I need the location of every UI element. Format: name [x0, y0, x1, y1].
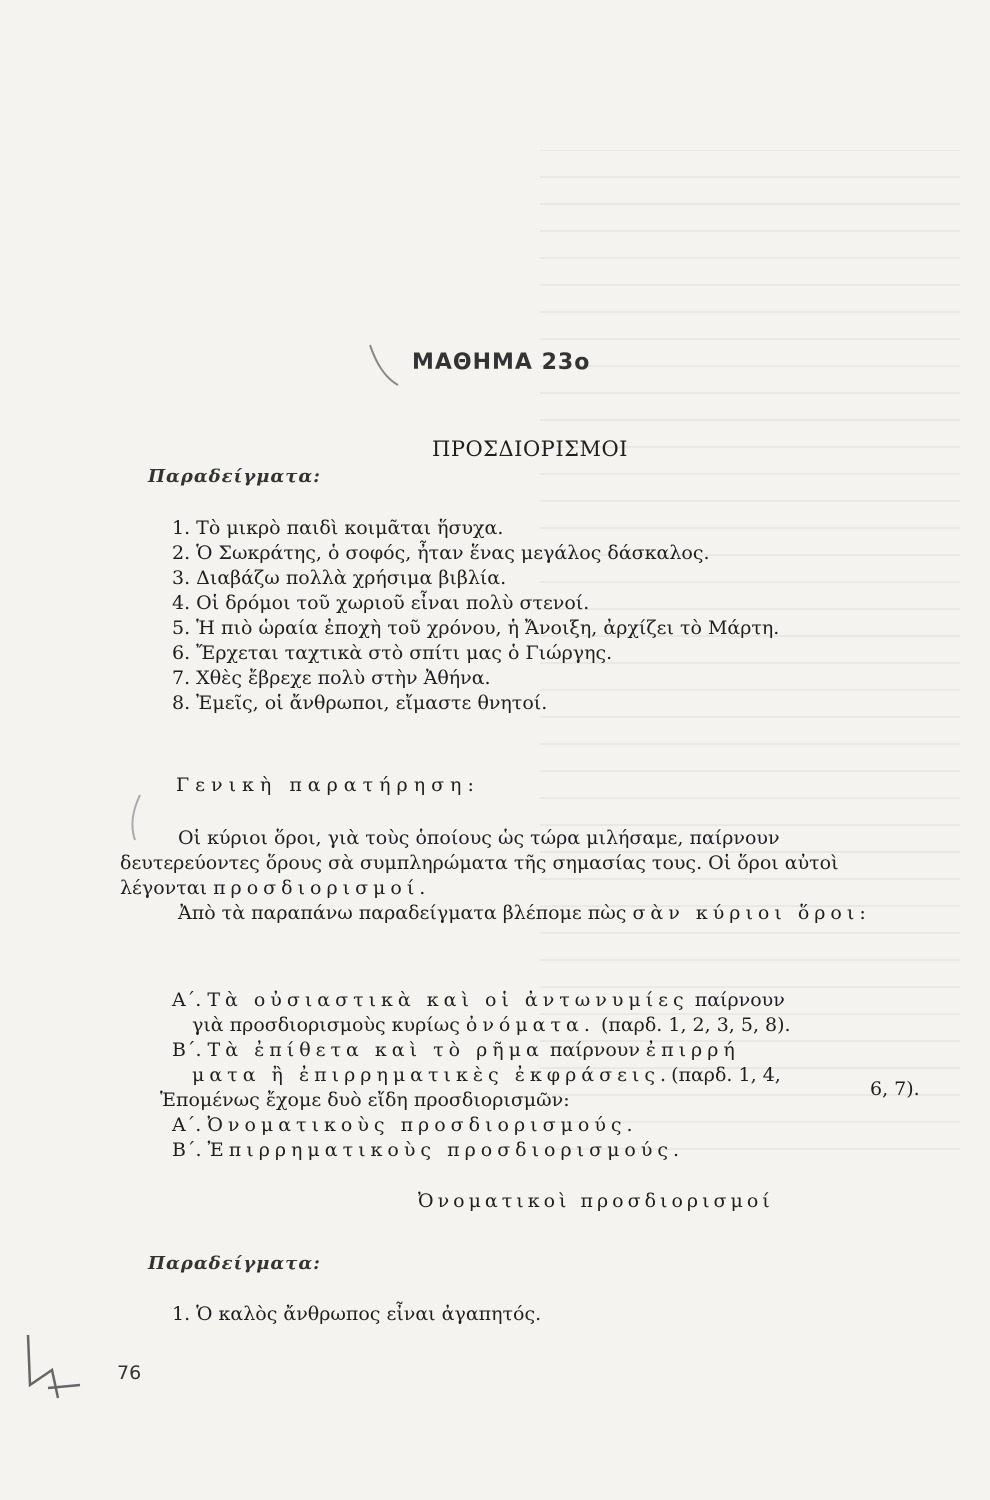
rule-text: παίρνουν — [688, 989, 785, 1011]
example-item: 3. Διαβάζω πολλὰ χρήσιμα βιβλία. — [172, 567, 507, 589]
example-item: 5. Ἡ πιὸ ὡραία ἐποχὴ τοῦ χρόνου, ἡ Ἄνοιξη, ἀρχίζει τὸ Μάρτη. — [172, 617, 780, 639]
rule-marker: Β΄. — [172, 1139, 208, 1161]
term-spaced: προσδιορισμοί. — [213, 877, 431, 899]
example-item: 6. Ἔρχεται ταχτικὰ στὸ σπίτι μας ὁ Γιώργης. — [172, 642, 613, 664]
rule-text: γιὰ προσδιορισμοὺς κυρίως — [192, 1014, 466, 1036]
lesson-title: ΜΑΘΗΜΑ 23ο — [412, 350, 591, 375]
term-spaced: Τὰ οὐσιαστικὰ καὶ οἱ ἀντωνυμίες — [207, 989, 689, 1011]
kind-a — [120, 1113, 791, 1138]
note-paragraph-2 — [120, 901, 915, 926]
general-note-title: Γενικὴ παρατήρηση: — [176, 774, 480, 796]
kind-b — [120, 1138, 791, 1163]
rule-a-line-1 — [120, 988, 791, 1013]
rule-marker: Β΄. — [172, 1039, 208, 1061]
rule-b-line-2 — [120, 1063, 791, 1088]
rules-list — [120, 988, 791, 1163]
examples-heading: Παραδείγματα: — [148, 1253, 321, 1274]
consequently-line: Ἑπομένως ἔχομε δυὸ εἴδη προσδιορισμῶν: — [160, 1089, 570, 1111]
note-text: Ἀπὸ τὰ παραπάνω παραδείγματα βλέπομε πὼς — [178, 902, 633, 924]
examples-heading: Παραδείγματα: — [148, 466, 321, 487]
term-spaced: Τὰ ἐπίθετα καὶ τὸ ρῆμα — [207, 1039, 544, 1061]
term-spaced: ὀνόματα. — [465, 1014, 595, 1036]
rule-text: παίρνουν — [543, 1039, 646, 1061]
note-paragraph-1 — [120, 826, 915, 901]
rule-ref: (παρδ. 1, 2, 3, 5, 8). — [594, 1014, 791, 1036]
term-spaced: Ἐπιρρηματικοὺς προσδιορισμούς. — [207, 1139, 685, 1161]
example-item: 8. Ἐμεῖς, οἱ ἄνθρωποι, εἴμαστε θνητοί. — [172, 692, 548, 714]
note-text: Οἱ κύριοι ὅροι, γιὰ τοὺς ὁποίους ὡς τώρα μιλήσαμε, παίρνουν δευτερεύοντες ὅρους σὰ συμπληρώματα τῆς σημασίας τους. Οἱ ὅροι αὐτοὶ λέγονται — [120, 827, 839, 899]
term-spaced: ἐπιρρή — [645, 1039, 740, 1061]
example-item: 2. Ὁ Σωκράτης, ὁ σοφός, ἦταν ἕνας μεγάλος δάσκαλος. — [172, 542, 710, 564]
rule-marker: Α΄. — [172, 1114, 208, 1136]
subsection-title: Ὀνοματικοὶ προσδιορισμοί — [418, 1190, 774, 1212]
rule-marker: Α΄. — [172, 989, 208, 1011]
pencil-tick-mark — [370, 345, 398, 385]
pencil-margin-glyph — [28, 1335, 80, 1398]
section-title: ΠΡΟΣΔΙΟΡΙΣΜΟΙ — [432, 437, 628, 461]
page-number: 76 — [117, 1362, 142, 1384]
rule-ref: (παρδ. 1, 4, — [671, 1064, 781, 1086]
example-item: 7. Χθὲς ἔβρεχε πολὺ στὴν Ἀθήνα. — [172, 667, 491, 689]
example-item: 4. Οἱ δρόμοι τοῦ χωριοῦ εἶναι πολὺ στενοί. — [172, 592, 590, 614]
term-spaced: ματα ἢ ἐπιρρηματικὲς ἐκφράσεις. — [192, 1064, 672, 1086]
examples-list — [172, 516, 779, 716]
rule-b-line-1 — [120, 1038, 791, 1063]
example-item: 1. Ὁ καλὸς ἄνθρωπος εἶναι ἀγαπητός. — [172, 1303, 542, 1325]
rule-a-line-2 — [120, 1013, 791, 1038]
example-item: 1. Τὸ μικρὸ παιδὶ κοιμᾶται ἥσυχα. — [172, 517, 504, 539]
term-spaced: Ὀνοματικοὺς προσδιορισμούς. — [207, 1114, 638, 1136]
general-note-paragraph — [120, 826, 915, 926]
term-spaced: σὰν κύριοι ὅροι: — [632, 902, 871, 924]
consequently-ref: 6, 7). — [870, 1078, 920, 1100]
